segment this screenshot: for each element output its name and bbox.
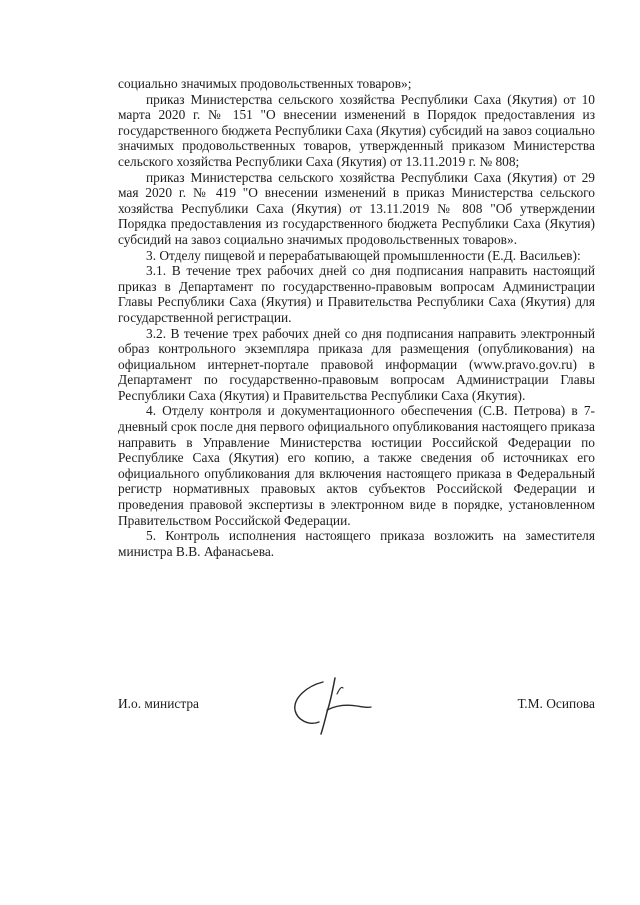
signatory-name: Т.М. Осипова (517, 696, 595, 711)
paragraph-item-3-2: 3.2. В течение трех рабочих дней со дня подписания направить электронный образ контрольного экземпляра приказа для размещения (опубликования) на официальном интернет-портале правовой информации (www.pravo.gov.ru) в Департамент по государственно-правовым вопросам Администрации Главы Республики Саха (Якутия) и Правительства Республики Саха (Якутия). (118, 325, 595, 403)
signature-block (118, 692, 595, 732)
paragraph-item-4: 4. Отделу контроля и документационного обеспечения (С.В. Петрова) в 7-дневный срок после дня первого официального опубликования настоящего приказа направить в Управление Министерства юстиции Российской Федерации по Республике Саха (Якутия) его копию, а также сведения об источниках его официального опубликования для включения настоящего приказа в Федеральный регистр нормативных правовых актов субъектов Российской Федерации и проведения правовой экспертизы в электронном виде в порядке, установленном Правительством Российской Федерации. (118, 403, 595, 528)
paragraph-item-3-1: 3.1. В течение трех рабочих дней со дня подписания направить настоящий приказ в Департамент по государственно-правовым вопросам Администрации Главы Республики Саха (Якутия) и Правительства Республики Саха (Якутия) для государственной регистрации. (118, 263, 595, 325)
handwritten-signature-icon (283, 676, 378, 738)
signatory-position: И.о. министра (118, 696, 199, 711)
paragraph-prikaz-151: приказ Министерства сельского хозяйства Республики Саха (Якутия) от 10 марта 2020 г. № 151 "О внесении изменений в Порядок предоставления из государственного бюджета Республики Саха (Якутия) субсидий на завоз социально значимых продовольственных товаров, утвержденный приказом Министерства сельского хозяйства Республики Саха (Якутия) от 13.11.2019 г. № 808; (118, 91, 595, 169)
paragraph-item-3: 3. Отделу пищевой и перерабатывающей промышленности (Е.Д. Васильев): (146, 247, 581, 263)
paragraph-prikaz-419: приказ Министерства сельского хозяйства Республики Саха (Якутия) от 29 мая 2020 г. № 419 "О внесении изменений в приказ Министерства сельского хозяйства Республики Саха (Якутия) от 13.11.2019 № 808 "Об утверждении Порядка предоставления из государственного бюджета Республики Саха (Якутия) субсидий на завоз социально значимых продовольственных товаров». (118, 169, 595, 247)
paragraph-item-5: 5. Контроль исполнения настоящего приказа возложить на заместителя министра В.В. Афанасьева. (118, 528, 595, 559)
document-body (118, 76, 595, 559)
paragraph-tail-previous: социально значимых продовольственных товаров»; (118, 76, 412, 91)
